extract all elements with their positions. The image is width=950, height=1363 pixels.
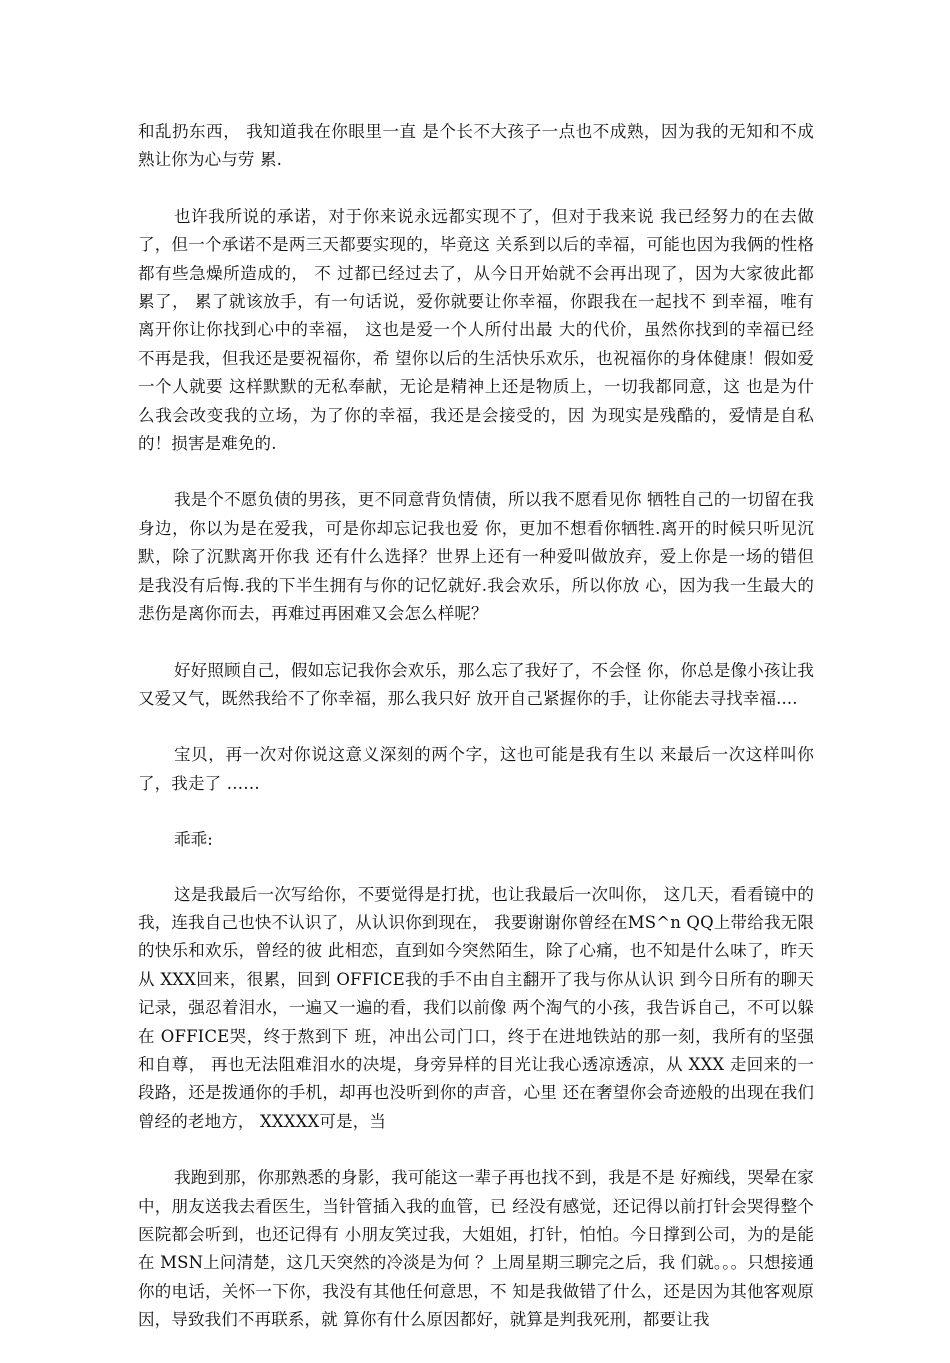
document-body — [138, 118, 814, 1363]
paragraph-4: 好好照顾自己，假如忘记我你会欢乐，那么忘了我好了，不会怪 你，你总是像小孩让我又爱又气，既然我给不了你幸福，那么我只好 放开自己紧握你的手，让你能去寻找幸福.... — [138, 660, 814, 708]
paragraph-3: 我是个不愿负债的男孩，更不同意背负情债，所以我不愿看见你 牺牲自己的一切留在我身边，你以为是在爱我，可是你却忘记我也爱 你，更加不想看你牺牲.离开的时候只听见沉默，除了沉默离开你我 还有什么选择？世界上还有一种爱叫做放弃，爱上你是一场的错但 是我没有后悔.我的下半生拥有与你的记忆就好.我会欢乐，所以你放 心，因为我一生最大的悲伤是离你而去，再难过再困难又会怎么样呢？ — [138, 490, 814, 624]
paragraph-7: 这是我最后一次写给你，不要觉得是打扰，也让我最后一次叫你， 这几天，看看镜中的我，连我自己也快不认识了，从认识你到现在， 我要谢谢你曾经在MS^n QQ上带给我无限的快乐和欢乐，曾经的彼 此相恋，直到如今突然陌生，除了心痛，也不知是什么味了，昨天从 XXX回来，很累，回到 OFFICE我的手不由自主翻开了我与你从认识 到今日所有的聊天记录，强忍着泪水，一遍又一遍的看，我们以前像 两个淘气的小孩，我告诉自己，不可以躲在 OFFICE哭，终于熬到下 班，冲出公司门口，终于在进地铁站的那一刻，我所有的坚强和自尊， 再也无法阻难泪水的决堤，身旁异样的目光让我心透凉透凉，从 XXX 走回来的一段路，还是拨通你的手机，却再也没听到你的声音，心里 还在奢望你会奇迹般的出现在我们曾经的老地方， XXXXX可是，当 — [138, 884, 814, 1131]
salutation: 乖乖: — [174, 830, 214, 850]
paragraph-2: 也许我所说的承诺，对于你来说永远都实现不了，但对于我来说 我已经努力的在去做了，但一个承诺不是两三天都要实现的，毕竟这 关系到以后的幸福，可能也因为我俩的性格都有些急燥所造成的， 不 过都已经过去了，从今日开始就不会再出现了，因为大家彼此都累了， 累了就该放手，有一句话说，爱你就要让你幸福，你跟我在一起找不 到幸福，唯有离开你让你找到心中的幸福， 这也是爱一个人所付出最 大的代价，虽然你找到的幸福已经不再是我，但我还是要祝福你，希 望你以后的生活快乐欢乐，也祝福你的身体健康！假如爱一个人就要 这样默默的无私奉献，无论是精神上还是物质上，一切我都同意，这 也是为什么我会改变我的立场，为了你的幸福，我还是会接受的，因 为现实是残酷的，爱情是自私的！损害是难免的. — [138, 206, 814, 454]
paragraph-1: 和乱扔东西， 我知道我在你眼里一直 是个长不大孩子一点也不成熟，因为我的无知和不成熟让你为心与劳 累. — [138, 122, 814, 170]
paragraph-5: 宝贝，再一次对你说这意义深刻的两个字，这也可能是我有生以 来最后一次这样叫你了，我走了 …… — [138, 745, 814, 793]
paragraph-8: 我跑到那，你那熟悉的身影，我可能这一辈子再也找不到，我是不是 好痴线，哭晕在家中，朋友送我去看医生，当针管插入我的血管，已 经没有感觉，还记得以前打针会哭得整个医院都会听到，也还记得有 小朋友笑过我，大姐姐，打针，怕怕。今日撑到公司，为的是能在 MSN上问清楚，这几天突然的冷淡是为何 ？上周星期三聊完之后，我 们就。。。只想接通你的电话，关怀一下你，我没有其他任何意思，不 知是我做错了什么，还是因为其他客观原因，导致我们不再联系，就 算你有什么原因都好，就算是判我死刑，都要让我 — [138, 1168, 814, 1330]
